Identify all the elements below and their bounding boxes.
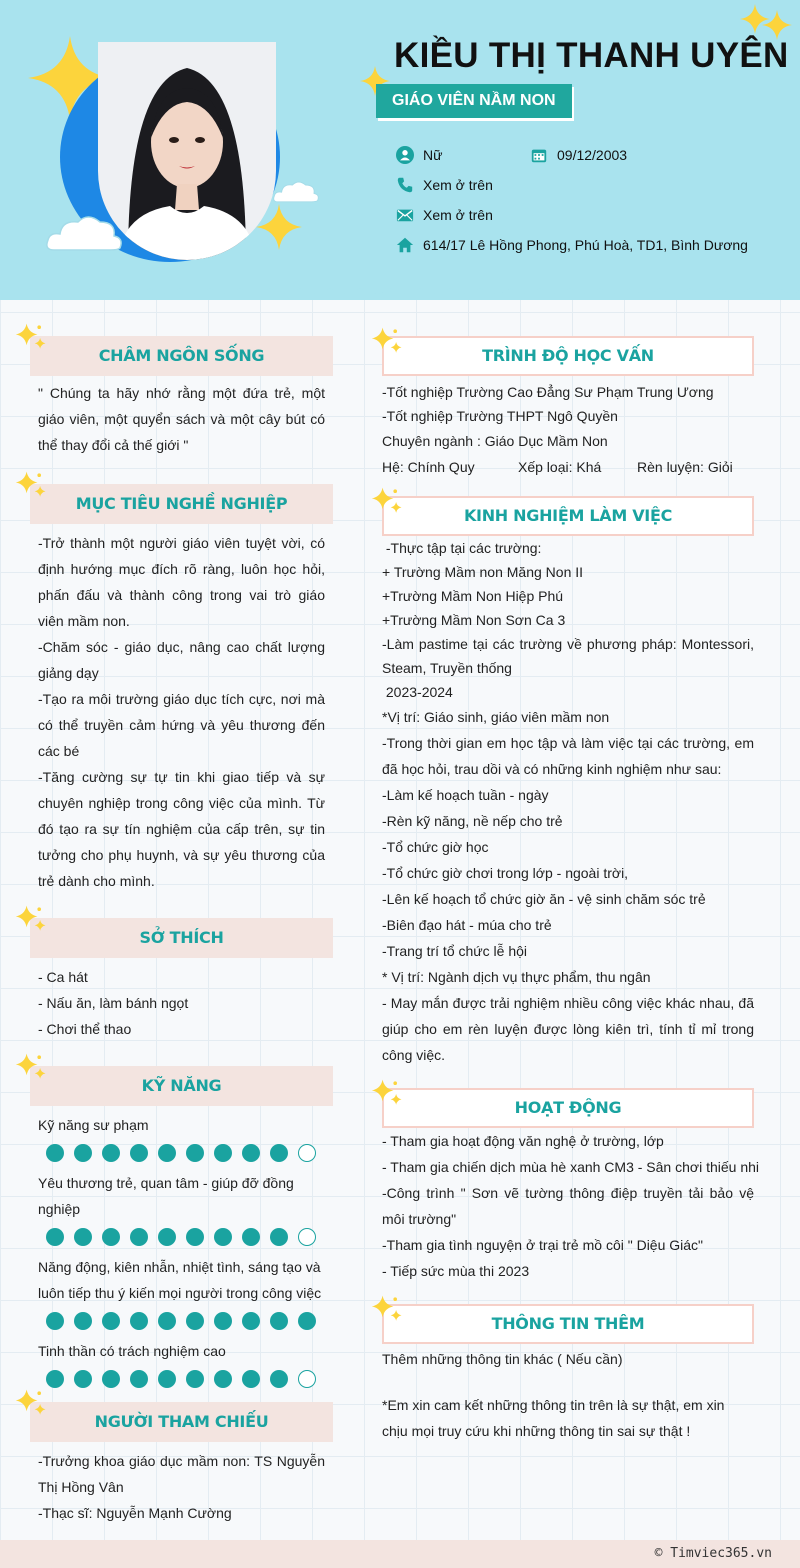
skill-rating: [46, 1312, 333, 1330]
phone-value: Xem ở trên: [423, 177, 493, 193]
skill-dot-filled: [46, 1312, 64, 1330]
additional-heading: [382, 1304, 754, 1344]
skill-dot-filled: [214, 1228, 232, 1246]
activity-item: -Công trình " Sơn vẽ tường thông điệp truyền tải bảo vệ môi trường": [382, 1185, 754, 1227]
additional-line: *Em xin cam kết những thông tin trên là sự thật, em xin chịu mọi truy cứu khi những thông tin sai sự thật !: [382, 1397, 725, 1439]
reference-item: -Trưởng khoa giáo dục mầm non: TS Nguyễn Thị Hồng Vân: [38, 1453, 325, 1495]
skill-dot-filled: [102, 1144, 120, 1162]
skill-dot-filled: [270, 1144, 288, 1162]
additional-line: Thêm những thông tin khác ( Nếu cần): [382, 1351, 623, 1367]
activities-heading: [382, 1088, 754, 1128]
skill-dot-filled: [158, 1228, 176, 1246]
skill-dot-filled: [214, 1144, 232, 1162]
experience-line: -Tổ chức giờ chơi trong lớp - ngoài trời,: [382, 865, 629, 881]
address-row: [396, 236, 748, 254]
objective-item: -Chăm sóc - giáo dục, nâng cao chất lượng giảng dạy: [38, 639, 325, 681]
education-details-row: [382, 454, 754, 480]
skill-dot-filled: [102, 1312, 120, 1330]
skill-dot-filled: [242, 1312, 260, 1330]
education-mode: Hệ: Chính Quy: [382, 459, 475, 475]
sparkle-icon: [14, 1050, 50, 1086]
objective-item: -Tạo ra môi trường giáo dục tích cực, nơi mà có thể truyền cảm hứng và yêu thương đến các bé: [38, 691, 325, 759]
experience-line: -Làm pastime tại các trường về phương pháp: Montessori, Steam, Truyền thống: [382, 636, 754, 676]
motto-section: [30, 336, 333, 458]
skill-dot-filled: [242, 1228, 260, 1246]
activity-item: - Tiếp sức mùa thi 2023: [382, 1263, 530, 1279]
skill-dot-filled: [270, 1312, 288, 1330]
sparkle-icon: [370, 1292, 406, 1328]
skill-rating: [46, 1228, 333, 1246]
skill-dot-filled: [102, 1370, 120, 1388]
skill-dot-filled: [158, 1312, 176, 1330]
sparkle-icon: [14, 902, 50, 938]
skill-name: Tinh thần có trách nghiệm cao: [38, 1343, 226, 1359]
skill-dot-filled: [186, 1370, 204, 1388]
experience-line: -Trong thời gian em học tập và làm việc tại các trường, em đã học hỏi, trau dồi và có những kinh nghiệm như sau:: [382, 735, 754, 777]
additional-section: [382, 1304, 754, 1444]
sparkle-icon: [14, 1386, 50, 1422]
skill-dot-filled: [74, 1144, 92, 1162]
skill-dot-filled: [46, 1228, 64, 1246]
skill-dot-filled: [158, 1144, 176, 1162]
activities-heading-text: HOẠT ĐỘNG: [514, 1098, 622, 1117]
skills-heading: [30, 1066, 333, 1106]
education-heading-text: TRÌNH ĐỘ HỌC VẤN: [482, 346, 654, 365]
reference-item: -Thạc sĩ: Nguyễn Mạnh Cường: [38, 1505, 232, 1521]
skills-heading-text: KỸ NĂNG: [141, 1076, 222, 1095]
hobby-item: - Nấu ăn, làm bánh ngọt: [38, 995, 189, 1011]
experience-line: * Vị trí: Ngành dịch vụ thực phẩm, thu ngân: [382, 969, 651, 985]
objective-item: -Tăng cường sự tự tin khi giao tiếp và sự chuyên nghiệp trong công việc của mình. Từ đó tạo ra sự tín nghiệm của cấp trên, sự tin tưởng cho phụ huynh, và sự yêu thương của trẻ dành cho mình.: [38, 769, 325, 889]
sparkle-icon: [14, 468, 50, 504]
education-grade: Xếp loại: Khá: [518, 459, 602, 475]
hobbies-heading-text: SỞ THÍCH: [139, 928, 224, 947]
birthday-row: [530, 146, 627, 164]
skill-dot-filled: [130, 1228, 148, 1246]
experience-line: - May mắn được trải nghiệm nhiều công việc khác nhau, đã giúp cho em rèn luyện được lòng kiên trì, tính tỉ mỉ trong công việc.: [382, 995, 754, 1063]
hobby-item: - Ca hát: [38, 969, 88, 985]
skill-dot-filled: [158, 1370, 176, 1388]
hobbies-heading: [30, 918, 333, 958]
skill-dot-filled: [298, 1312, 316, 1330]
hobby-item: - Chơi thể thao: [38, 1021, 132, 1037]
skill-name: Năng động, kiên nhẫn, nhiệt tình, sáng tạo và luôn tiếp thu ý kiến mọi người trong công việc: [38, 1259, 322, 1301]
skill-rating: [46, 1370, 333, 1388]
footer-credit: © Timviec365.vn: [654, 1546, 772, 1561]
activities-section: [382, 1088, 760, 1284]
motto-heading-text: CHÂM NGÔN SỐNG: [98, 346, 265, 365]
objective-section: [30, 484, 333, 894]
references-heading: [30, 1402, 333, 1442]
skill-dot-filled: [242, 1144, 260, 1162]
home-icon: [396, 236, 414, 254]
skill-dot-filled: [214, 1370, 232, 1388]
objective-item: -Trở thành một người giáo viên tuyệt vời, có định hướng mục đích rõ ràng, luôn học hỏi, phấn đấu và thành công trong vai trò giáo viên mầm non.: [38, 535, 325, 629]
skill-dot-empty: [298, 1370, 316, 1388]
cloud-icon: [44, 208, 124, 256]
skill-dot-filled: [186, 1228, 204, 1246]
skill-dot-filled: [46, 1144, 64, 1162]
candidate-name: KIỀU THỊ THANH UYÊN: [394, 36, 789, 75]
email-row: [396, 206, 493, 224]
skill-dot-filled: [102, 1228, 120, 1246]
cloud-icon: [272, 176, 320, 206]
skill-dot-filled: [242, 1370, 260, 1388]
experience-line: -Biên đạo hát - múa cho trẻ: [382, 917, 552, 933]
motto-heading: [30, 336, 333, 376]
references-section: [30, 1402, 333, 1526]
skill-dot-filled: [130, 1144, 148, 1162]
skill-rating: [46, 1144, 333, 1162]
email-value: Xem ở trên: [423, 207, 493, 223]
education-section: [382, 336, 754, 480]
person-icon: [396, 146, 414, 164]
activity-item: - Tham gia hoạt động văn nghệ ở trường, lớp: [382, 1133, 664, 1149]
address-value: 614/17 Lê Hồng Phong, Phú Hoà, TD1, Bình Dương: [423, 237, 748, 253]
sparkle-icon: [370, 484, 406, 520]
avatar: [98, 42, 276, 260]
skills-section: [30, 1066, 333, 1396]
cloud-wave-border: [0, 270, 800, 300]
education-line: -Tốt nghiệp Trường THPT Ngô Quyền: [382, 408, 618, 424]
experience-line: -Làm kế hoạch tuần - ngày: [382, 787, 549, 803]
experience-line: +Trường Mầm Non Sơn Ca 3: [382, 612, 566, 628]
skill-dot-filled: [270, 1370, 288, 1388]
sparkle-icon: [14, 320, 50, 356]
skill-dot-filled: [186, 1312, 204, 1330]
birthday-value: 09/12/2003: [557, 147, 628, 163]
experience-line: 2023-2024: [382, 684, 453, 700]
gender-row: [396, 146, 442, 164]
skills-list: [30, 1106, 333, 1388]
education-heading: [382, 336, 754, 376]
hobbies-section: [30, 918, 333, 1042]
footer-bar: [0, 1540, 800, 1568]
skill-dot-filled: [74, 1312, 92, 1330]
experience-line: -Thực tập tại các trường:: [382, 540, 542, 556]
gender-value: Nữ: [423, 147, 443, 163]
skill-dot-filled: [74, 1370, 92, 1388]
skill-name: Kỹ năng sư phạm: [38, 1117, 149, 1133]
skill-dot-filled: [186, 1144, 204, 1162]
header-banner: [0, 0, 800, 300]
references-heading-text: NGƯỜI THAM CHIẾU: [94, 1412, 269, 1431]
sparkle-icon: [370, 324, 406, 360]
experience-section: [382, 496, 754, 1068]
experience-line: *Vị trí: Giáo sinh, giáo viên mầm non: [382, 709, 610, 725]
experience-line: +Trường Mầm Non Hiệp Phú: [382, 588, 564, 604]
job-title-badge: GIÁO VIÊN NẦM NON: [376, 84, 572, 118]
skill-name: Yêu thương trẻ, quan tâm - giúp đỡ đồng nghiệp: [38, 1175, 294, 1217]
education-line: Chuyên ngành : Giáo Dục Mầm Non: [382, 433, 608, 449]
experience-heading: [382, 496, 754, 536]
experience-line: -Trang trí tổ chức lễ hội: [382, 943, 528, 959]
experience-line: -Rèn kỹ năng, nề nếp cho trẻ: [382, 813, 563, 829]
skill-dot-empty: [298, 1228, 316, 1246]
phone-row: [396, 176, 493, 194]
objective-heading: [30, 484, 333, 524]
experience-line: -Tổ chức giờ học: [382, 839, 489, 855]
activity-item: -Tham gia tình nguyện ở trại trẻ mồ côi " Diệu Giác": [382, 1237, 704, 1253]
education-conduct: Rèn luyện: Giỏi: [637, 459, 733, 475]
skill-dot-filled: [130, 1370, 148, 1388]
experience-line: + Trường Mầm non Măng Non II: [382, 564, 584, 580]
motto-text: " Chúng ta hãy nhớ rằng một đứa trẻ, một giáo viên, một quyển sách và một cây bút có thể thay đổi cả thế giới ": [38, 385, 325, 453]
calendar-icon: [530, 146, 548, 164]
phone-icon: [396, 176, 414, 194]
sparkle-icon: [370, 1076, 406, 1112]
skill-dot-empty: [298, 1144, 316, 1162]
additional-heading-text: THÔNG TIN THÊM: [491, 1314, 645, 1333]
experience-heading-text: KINH NGHIỆM LÀM VIỆC: [463, 506, 673, 525]
skill-dot-filled: [270, 1228, 288, 1246]
activity-item: - Tham gia chiến dịch mùa hè xanh CM3 - Sân chơi thiếu nhi: [382, 1159, 760, 1175]
mail-icon: [396, 206, 414, 224]
skill-dot-filled: [74, 1228, 92, 1246]
experience-line: -Lên kế hoạch tổ chức giờ ăn - vệ sinh chăm sóc trẻ: [382, 891, 706, 907]
skill-dot-filled: [130, 1312, 148, 1330]
objective-heading-text: MỤC TIÊU NGHỀ NGHIỆP: [75, 494, 288, 513]
education-line: -Tốt nghiệp Trường Cao Đẳng Sư Phạm Trung Ương: [382, 384, 714, 400]
skill-dot-filled: [214, 1312, 232, 1330]
